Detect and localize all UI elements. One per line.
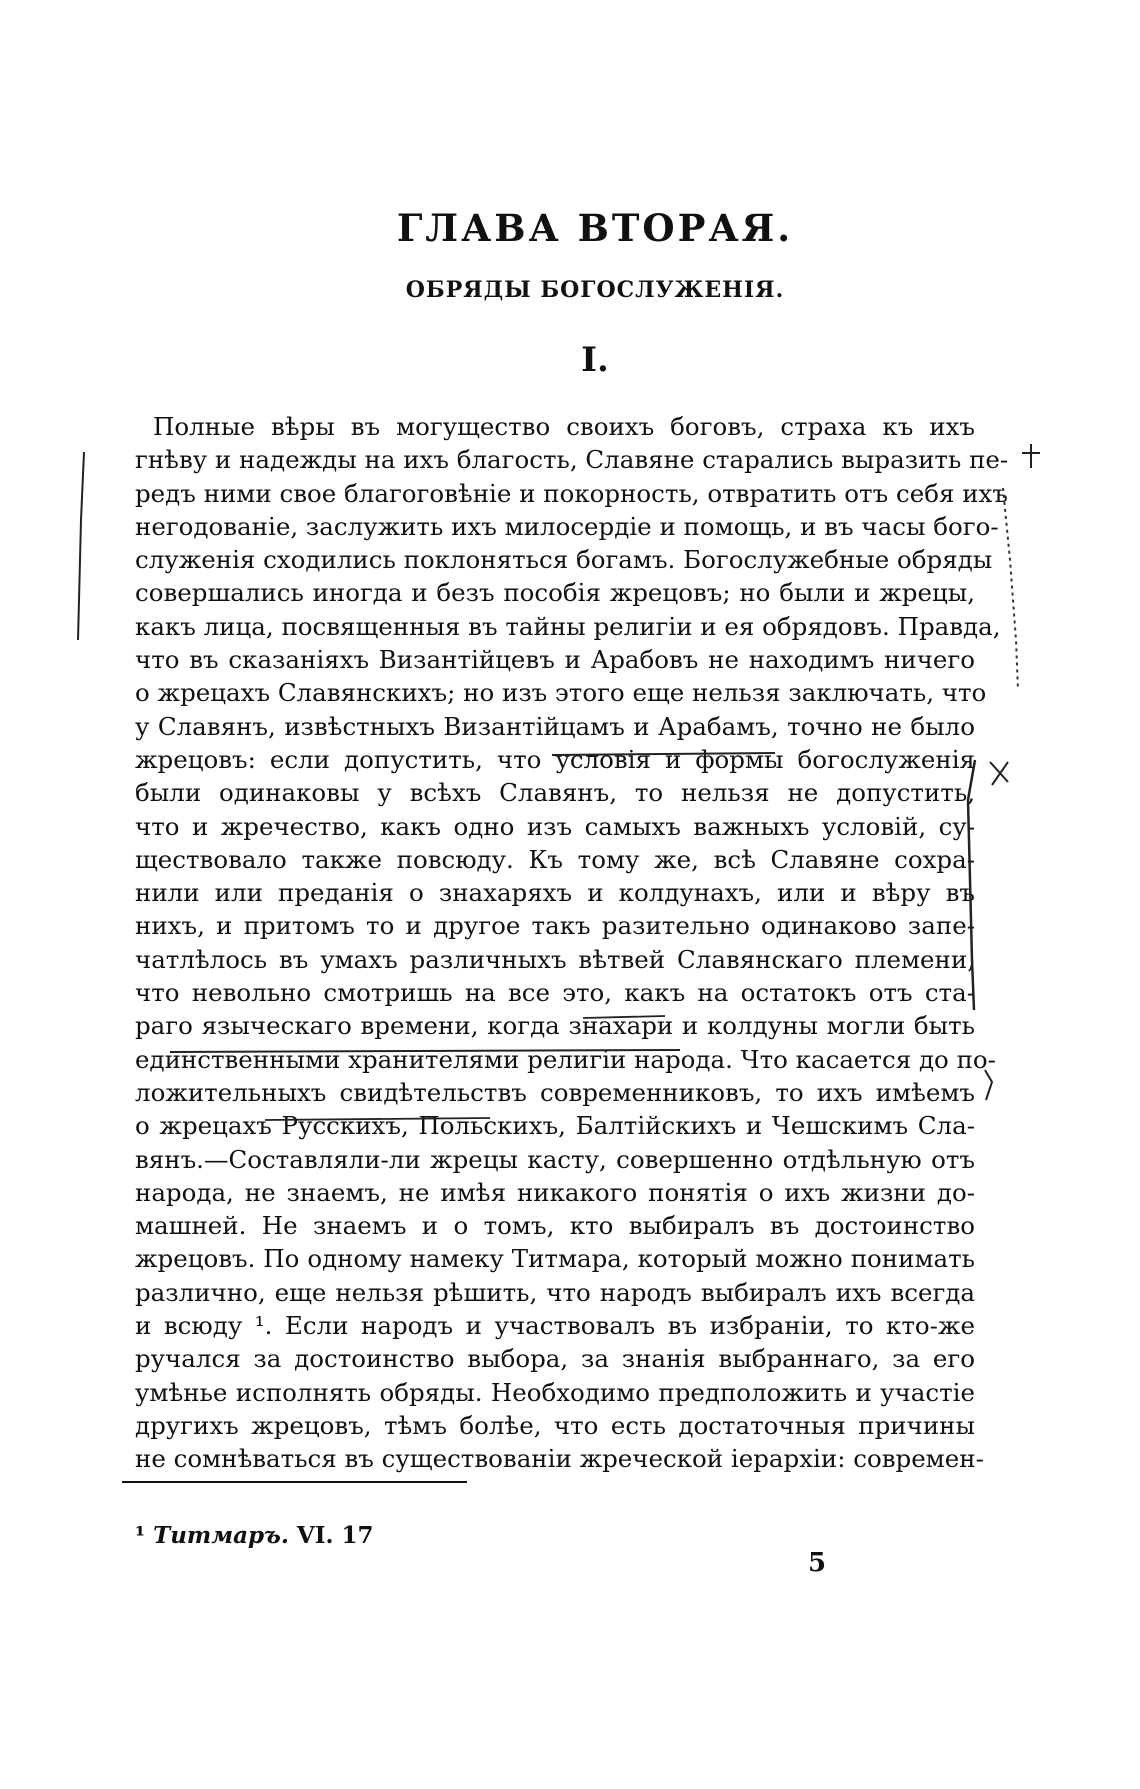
footnote-marker: ¹ xyxy=(135,1522,146,1549)
right-margin-check-mark xyxy=(985,1070,992,1100)
text-line: что и жречество, какъ одно изъ самыхъ важныхъ условій, су- xyxy=(135,811,975,841)
section-number: I. xyxy=(581,340,609,380)
text-line: не сомнѣваться въ существованіи жреческой іерархіи: современ- xyxy=(135,1444,984,1474)
footnote xyxy=(135,1522,374,1549)
text-line: ручался за достоинство выбора, за знанія выбраннаго, за его xyxy=(135,1344,975,1374)
text-line: другихъ жрецовъ, тѣмъ болѣе, что есть достаточныя причины xyxy=(135,1410,975,1440)
text-line: ложительныхъ свидѣтельствъ современниковъ, то ихъ имѣемъ xyxy=(135,1077,975,1107)
footnote-rule xyxy=(122,1481,467,1483)
section-title: ОБРЯДЫ БОГОСЛУЖЕНІЯ. xyxy=(405,277,785,303)
text-line: единственными хранителями религіи народа. Что касается до по- xyxy=(135,1044,996,1074)
page-number: 5 xyxy=(808,1548,827,1578)
right-margin-dotted-line xyxy=(1003,488,1018,690)
text-line: и всюду ¹. Если народъ и участвовалъ въ избраніи, то кто-же xyxy=(135,1311,975,1341)
text-line: служенія сходились поклоняться богамъ. Богослужебные обряды xyxy=(135,545,993,575)
text-line: были одинаковы у всѣхъ Славянъ, то нельзя не допустить, xyxy=(135,778,975,808)
text-line: умѣнье исполнять обряды. Необходимо предположить и участіе xyxy=(135,1377,975,1407)
right-margin-x-mark xyxy=(990,762,1008,785)
text-line: машней. Не знаемъ и о томъ, кто выбиралъ въ достоинство xyxy=(135,1211,975,1241)
text-line: совершались иногда и безъ пособія жрецовъ; но были и жрецы, xyxy=(135,578,975,608)
text-line: нили или преданія о знахаряхъ и колдунахъ, или и вѣру въ xyxy=(135,878,975,908)
text-line: у Славянъ, извѣстныхъ Византійцамъ и Арабамъ, точно не было xyxy=(135,711,975,741)
text-line: о жрецахъ Русскихъ, Польскихъ, Балтійскихъ и Чешскимъ Сла- xyxy=(135,1111,975,1141)
footnote-reference: VI. 17 xyxy=(296,1522,374,1549)
body-text xyxy=(135,410,1009,1476)
text-line: ществовало также повсюду. Къ тому же, всѣ Славяне сохра- xyxy=(135,844,975,874)
text-line: раго языческаго времени, когда знахари и колдуны могли быть xyxy=(135,1011,975,1041)
text-line: различно, еще нельзя рѣшить, что народъ выбиралъ ихъ всегда xyxy=(135,1277,975,1307)
text-line: нихъ, и притомъ то и другое такъ разительно одинаково запе- xyxy=(135,911,975,941)
footnote-author: Титмаръ. xyxy=(153,1522,289,1549)
text-line: чатлѣлось въ умахъ различныхъ вѣтвей Славянскаго племени, xyxy=(135,944,975,974)
chapter-title: ГЛАВА ВТОРАЯ. xyxy=(396,206,794,250)
text-line: о жрецахъ Славянскихъ; но изъ этого еще нельзя заключать, что xyxy=(135,678,987,708)
text-line: что въ сказаніяхъ Византійцевъ и Арабовъ не находимъ ничего xyxy=(135,645,975,675)
text-line: какъ лица, посвященныя въ тайны религіи и ея обрядовъ. Правда, xyxy=(135,611,1001,641)
text-line: жрецовъ: если допустить, что условія и формы богослуженія xyxy=(135,744,975,774)
left-margin-pencil-line xyxy=(78,452,84,640)
text-line: гнѣву и надежды на ихъ благость, Славяне старались выразить пе- xyxy=(135,445,1009,475)
right-margin-plus-mark xyxy=(1022,444,1040,468)
text-line: вянъ.—Составляли-ли жрецы касту, совершенно отдѣльную отъ xyxy=(135,1144,975,1174)
text-line: что невольно смотришь на все это, какъ на остатокъ отъ ста- xyxy=(135,978,975,1008)
text-line: народа, не знаемъ, не имѣя никакого понятія о ихъ жизни до- xyxy=(135,1177,975,1207)
text-line: Полные вѣры въ могущество своихъ боговъ, страха къ ихъ xyxy=(153,412,975,441)
text-line: редъ ними свое благоговѣніе и покорность, отвратить отъ себя ихъ xyxy=(135,478,1008,508)
text-line: негодованіе, заслужить ихъ милосердіе и помощь, и въ часы бого- xyxy=(135,511,999,541)
text-line: жрецовъ. По одному намеку Титмара, который можно понимать xyxy=(135,1244,975,1274)
